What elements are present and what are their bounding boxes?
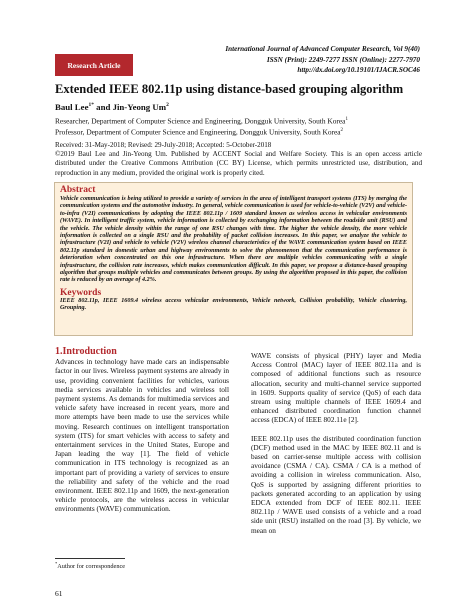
affiliation-1-sup: 1 xyxy=(345,117,348,122)
footnote-text: Author for correspondence xyxy=(57,563,126,571)
affiliation-2-sup: 2 xyxy=(340,128,344,134)
affiliation-2-text: Professor, Department of Computer Science and Engineering, Dongguk University, South Korea xyxy=(55,127,341,137)
affiliation-1 xyxy=(55,115,425,126)
footnote-divider xyxy=(55,558,125,559)
introduction-paragraph-1: Advances in technology have made cars an indispensable factor in our lives. Wireless payment systems are already in use, providing convenient facilities for vehicles, various media services available in vehicles and wireless toll payment systems. As demands for multimedia services and vehicle safety have increased in recent years, more and more attempts have been made to use the services while moving. Research continues on intelligent transportation system (ITS) for smart vehicles with access to safety and entertainment services in the United States, Europe and Japan leading the way [1]. The field of vehicle communication in ITS technology is recognized as an important part of providing a variety of services to ensure the reliability and safety of the vehicle and the road environment. IEEE 802.11p and 1609, the next-generation vehicle protocols, are the wireless access in vehicular environments (WAVE) communication. xyxy=(55,357,229,514)
abstract-box xyxy=(54,182,413,336)
author-2-sup: 2 xyxy=(166,102,169,109)
author-1-sup: 1* xyxy=(88,102,94,109)
article-type-badge: Research Article xyxy=(55,54,133,76)
journal-name: International Journal of Advanced Computer Research, Vol 9(40) xyxy=(225,45,420,53)
affiliation-2 xyxy=(55,126,425,137)
journal-info xyxy=(140,44,420,76)
keywords-text: IEEE 802.11p, IEEE 1609.4 wireless access vehicular environments, Vehicle network, Collision probability, Vehicle clustering, Grouping. xyxy=(60,297,407,312)
footnote-marker: * xyxy=(55,561,58,566)
introduction-paragraph-3: IEEE 802.11p uses the distributed coordination function (DCF) method used in the MAC by IEEE 802.11 and is based on carrier-sense multiple access with collision avoidance (CSMA / CA). CSMA / CA is a method of avoiding a collision in wireless communication. Also, QoS is supported by assigning different priorities to packets generated according to an application by using EDCA extended from DCF of IEEE 802.11. IEEE 802.11p / WAVE used consists of a vehicle and a road side unit (RSU) installed on the road [3]. By vehicle, we mean on xyxy=(251,433,421,535)
copyright-notice: ©2019 Baul Lee and Jin-Yeong Um. Published by ACCENT Social and Welfare Society. This is an open access article distributed under the Creative Commons Attribution (CC BY) License, which permits unrestricted use, distribution, and reproduction in any medium, provided the original work is properly cited. xyxy=(55,150,422,177)
author-line xyxy=(55,102,169,112)
affiliations xyxy=(55,115,425,138)
keywords-heading: Keywords xyxy=(60,287,102,298)
footnote xyxy=(55,561,125,570)
journal-issn: ISSN (Print): 2249-7277 ISSN (Online): 2277-7970 xyxy=(266,55,420,64)
author-connector: and Jin-Yeong Um xyxy=(93,102,167,112)
right-column xyxy=(251,351,421,544)
page-number: 61 xyxy=(55,589,63,598)
introduction-paragraph-2: WAVE consists of physical (PHY) layer and Media Access Control (MAC) layer of IEEE 802.11a and is composed of additional functions such as resource allocation, security and multi-channel service supported in 1609. Supports quality of service (QoS) of each data stream using multiple channels of IEEE 1609.4 and enhanced distributed coordination function channel access (EDCA) of IEEE 802.11e [2]. xyxy=(251,351,421,425)
received-dates: Received: 31-May-2018; Revised: 29-July-2018; Accepted: 5-October-2018 xyxy=(55,141,272,149)
journal-doi[interactable]: http://dx.doi.org/10.19101/IJACR.SOC46 xyxy=(297,66,420,74)
affiliation-1-text: Researcher, Department of Computer Science and Engineering, Dongguk University, South Korea xyxy=(55,116,346,126)
introduction-heading: 1.Introduction xyxy=(55,346,117,357)
article-dates xyxy=(55,141,422,178)
paper-title: Extended IEEE 802.11p using distance-based grouping algorithm xyxy=(55,82,404,96)
abstract-text: Vehicle communication is being utilized to provide a variety of services in the area of intelligent transport systems (ITS) by merging the communication systems and the automotive industry. In general, vehicle communication is used for vehicle-to-vehicle (V2V) and vehicle-to-infra (V2I) communications by adopting the IEEE 802.11p / 1609 standard known as wireless access in vehicular environments (WAVE). In intelligent traffic system, vehicle information is collected by exchanging information between the roadside unit (RSU) and the vehicle. The vehicle density within the range of one RSU changes with time. The higher the vehicle density, the more vehicle information is collected on a single RSU and the probability of packet collision increases. In this paper, we analyze the vehicle to infrastructure (V2I) and vehicle to vehicle (V2V) wireless channel characteristics of the WAVE communication system based on IEEE 802.11p standard in domestic urban and highway environments to solve the phenomenon that the communication performance is deterioration when concentrated on this one infrastructure. When there are multiple vehicles communicating with a single infrastructure, the collision rate increases, which makes communication difficult. In this paper, we propose a distance-based grouping algorithm that groups multiple vehicles and communicates between groups. By using the algorithm proposed in this paper, the collision rate is reduced by an average of 4.2%. xyxy=(60,196,407,284)
author-1-name: Baul Lee xyxy=(55,102,89,112)
left-column xyxy=(55,347,229,523)
abstract-heading: Abstract xyxy=(60,185,96,195)
